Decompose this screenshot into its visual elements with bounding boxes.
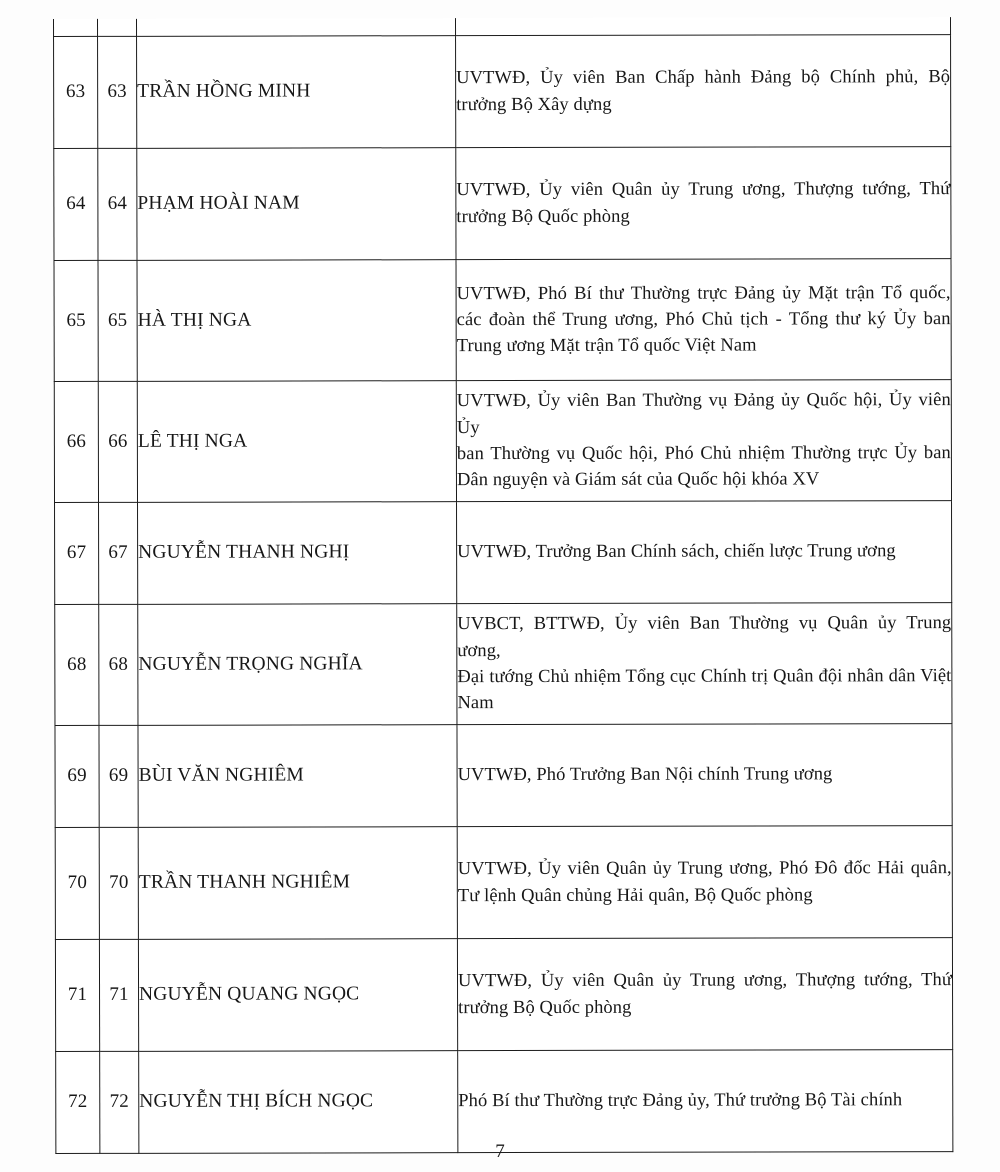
- cell-name: NGUYỄN QUANG NGỌC: [138, 939, 457, 1052]
- cell-number: 65: [98, 260, 137, 381]
- position-line: Phó Bí thư Thường trực Đảng ủy, Thứ trưởng Bộ Tài chính: [458, 1090, 903, 1112]
- position-line: ban Thường vụ Quốc hội, Phó Chủ nhiệm Thường trực Ủy ban: [456, 443, 951, 465]
- cell-number: 70: [99, 827, 138, 939]
- position-line: Nam: [457, 693, 494, 714]
- officials-table: [53, 17, 953, 1154]
- cell-index: 65: [54, 260, 98, 381]
- cell-index: 64: [54, 148, 98, 260]
- table-row[interactable]: [55, 724, 952, 828]
- cell-index: 66: [54, 381, 98, 502]
- table-row[interactable]: [54, 147, 951, 261]
- table-row[interactable]: [54, 380, 951, 503]
- cell-index: 70: [55, 827, 99, 939]
- position-line: UVTWĐ, Ủy viên Quân ủy Trung ương, Phó Đô đốc Hải quân,: [457, 858, 952, 880]
- cell-position: [455, 17, 950, 36]
- cell-index: 68: [55, 604, 99, 725]
- cell-position: [457, 826, 952, 939]
- table-row[interactable]: [55, 826, 952, 940]
- table-body: [54, 17, 953, 1153]
- cell-name: [136, 18, 455, 36]
- table-row[interactable]: [55, 603, 952, 726]
- cell-name: NGUYỄN THANH NGHỊ: [138, 502, 457, 605]
- cell-name: NGUYỄN THỊ BÍCH NGỌC: [139, 1051, 458, 1154]
- cell-position: [456, 147, 951, 260]
- position-line: trưởng Bộ Quốc phòng: [456, 206, 630, 227]
- cell-name: BÙI VĂN NGHIÊM: [138, 725, 457, 828]
- position-line: UVTWĐ, Phó Bí thư Thường trực Đảng ủy Mặt trận Tổ quốc,: [456, 282, 951, 304]
- position-line: trưởng Bộ Xây dựng: [456, 94, 612, 115]
- cell-number: 67: [99, 502, 138, 604]
- position-line: UVTWĐ, Phó Trưởng Ban Nội chính Trung ương: [457, 764, 833, 786]
- table-row-partial: [54, 17, 951, 36]
- cell-position: [457, 603, 952, 725]
- cell-name: PHẠM HOÀI NAM: [137, 148, 456, 261]
- cell-name: HÀ THỊ NGA: [137, 260, 456, 382]
- cell-index: 63: [54, 36, 98, 148]
- cell-position: [458, 1050, 953, 1153]
- cell-index: 72: [56, 1051, 100, 1153]
- position-line: trưởng Bộ Quốc phòng: [458, 997, 632, 1018]
- cell-position: [456, 259, 951, 381]
- position-line: Đại tướng Chủ nhiệm Tổng cục Chính trị Quân đội nhân dân Việt: [457, 666, 952, 688]
- cell-name: TRẦN HỒNG MINH: [137, 36, 456, 149]
- table-row[interactable]: [55, 938, 952, 1052]
- position-line: UVBCT, BTTWĐ, Ủy viên Ban Thường vụ Quân ủy Trung ương,: [457, 613, 952, 661]
- cell-index: 67: [55, 502, 99, 604]
- cell-number: [97, 19, 136, 37]
- table-row[interactable]: [54, 35, 951, 149]
- cell-position: [457, 938, 952, 1051]
- cell-position: [457, 724, 952, 827]
- cell-number: 64: [98, 148, 137, 260]
- table-row[interactable]: [55, 501, 952, 605]
- position-line: UVTWĐ, Ủy viên Ban Chấp hành Đảng bộ Chính phủ, Bộ: [456, 67, 951, 89]
- cell-position: [456, 380, 951, 502]
- cell-index: [54, 19, 98, 37]
- position-line: UVTWĐ, Ủy viên Quân ủy Trung ương, Thượng tướng, Thứ: [456, 179, 951, 201]
- table-row[interactable]: [56, 1050, 953, 1154]
- cell-name: LÊ THỊ NGA: [137, 381, 456, 503]
- cell-number: 72: [100, 1051, 139, 1153]
- page-number: 7: [495, 1141, 505, 1162]
- cell-index: 69: [55, 725, 99, 827]
- cell-name: NGUYỄN TRỌNG NGHĨA: [138, 604, 457, 726]
- cell-number: 71: [99, 939, 138, 1051]
- cell-position: [457, 501, 952, 604]
- cell-number: 68: [99, 604, 138, 725]
- cell-number: 66: [98, 381, 137, 502]
- cell-name: TRẦN THANH NGHIÊM: [138, 827, 457, 940]
- position-line: Trung ương Mặt trận Tổ quốc Việt Nam: [456, 335, 757, 357]
- position-line: các đoàn thể Trung ương, Phó Chủ tịch - Tổng thư ký Ủy ban: [456, 308, 951, 331]
- cell-position: [456, 35, 951, 148]
- position-line: Tư lệnh Quân chủng Hải quân, Bộ Quốc phòng: [457, 884, 813, 906]
- table-row[interactable]: [54, 259, 951, 382]
- position-line: UVTWĐ, Ủy viên Quân ủy Trung ương, Thượng tướng, Thứ: [457, 970, 953, 992]
- cell-number: 69: [99, 725, 138, 827]
- cell-index: 71: [55, 939, 99, 1051]
- position-line: Dân nguyện và Giám sát của Quốc hội khóa XV: [456, 469, 820, 491]
- position-line: UVTWĐ, Ủy viên Ban Thường vụ Đảng ủy Quốc hội, Ủy viên Ủy: [456, 390, 951, 438]
- cell-number: 63: [98, 36, 137, 148]
- position-line: UVTWĐ, Trưởng Ban Chính sách, chiến lược Trung ương: [457, 541, 896, 563]
